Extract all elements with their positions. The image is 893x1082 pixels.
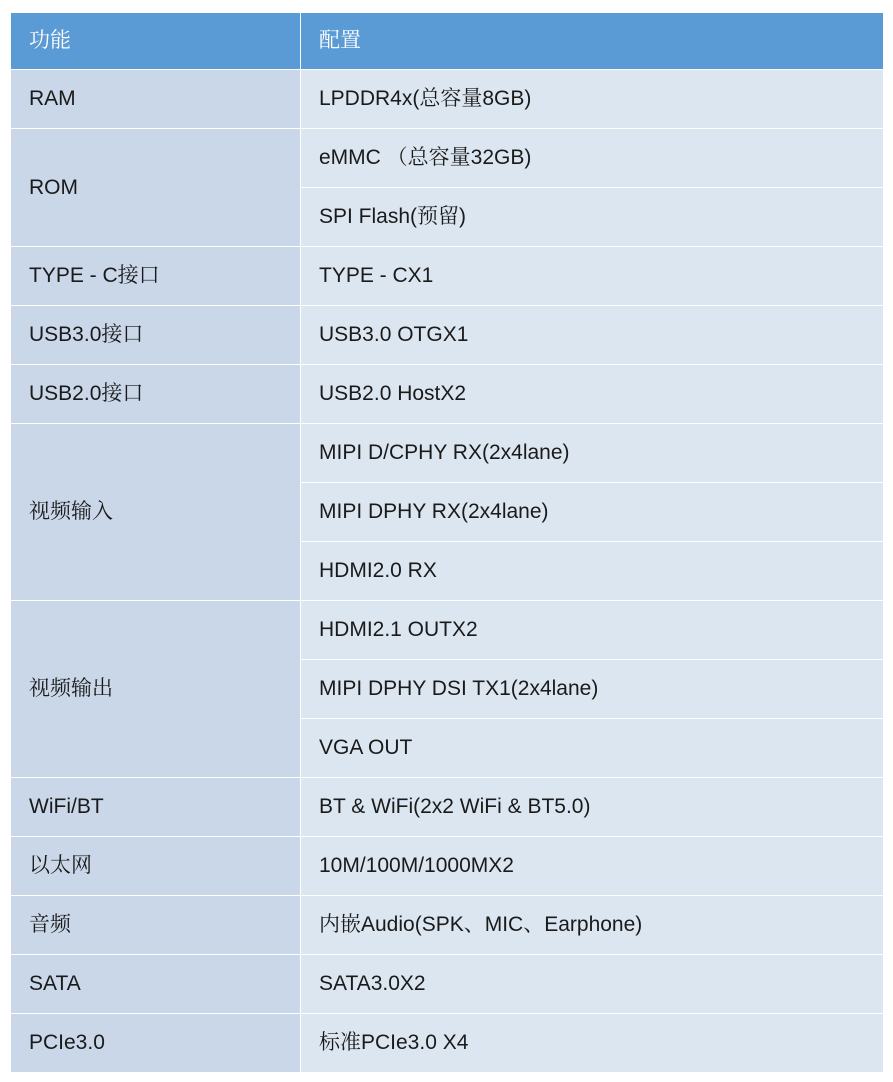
table-row	[11, 129, 884, 188]
table-row	[11, 601, 884, 660]
config-cell: MIPI D/CPHY RX(2x4lane)	[301, 424, 884, 483]
feature-cell: RAM	[11, 70, 301, 129]
feature-cell: 视频输入	[11, 424, 301, 601]
config-cell: USB3.0 OTGX1	[301, 306, 884, 365]
feature-cell: WiFi/BT	[11, 778, 301, 837]
config-cell: 内嵌Audio(SPK、MIC、Earphone)	[301, 896, 884, 955]
table-row	[11, 837, 884, 896]
config-cell: SATA3.0X2	[301, 955, 884, 1014]
feature-cell: PCIe3.0	[11, 1014, 301, 1073]
feature-cell: 音频	[11, 896, 301, 955]
feature-cell: USB3.0接口	[11, 306, 301, 365]
table-row	[11, 424, 884, 483]
table-row	[11, 365, 884, 424]
table-head	[11, 13, 884, 70]
feature-cell: ROM	[11, 129, 301, 247]
config-cell: LPDDR4x(总容量8GB)	[301, 70, 884, 129]
feature-cell: SATA	[11, 955, 301, 1014]
config-cell: BT & WiFi(2x2 WiFi & BT5.0)	[301, 778, 884, 837]
column-header-feature: 功能	[11, 13, 301, 70]
config-cell: MIPI DPHY DSI TX1(2x4lane)	[301, 660, 884, 719]
config-cell: VGA OUT	[301, 719, 884, 778]
table-row	[11, 896, 884, 955]
config-cell: SPI Flash(预留)	[301, 188, 884, 247]
specification-table	[10, 12, 884, 1073]
table-body	[11, 70, 884, 1073]
table-row	[11, 1014, 884, 1073]
config-cell: HDMI2.0 RX	[301, 542, 884, 601]
config-cell: HDMI2.1 OUTX2	[301, 601, 884, 660]
config-cell: USB2.0 HostX2	[301, 365, 884, 424]
table-row	[11, 247, 884, 306]
table-row	[11, 70, 884, 129]
config-cell: TYPE - CX1	[301, 247, 884, 306]
feature-cell: 以太网	[11, 837, 301, 896]
feature-cell: 视频输出	[11, 601, 301, 778]
feature-cell: USB2.0接口	[11, 365, 301, 424]
table-row	[11, 306, 884, 365]
table-row	[11, 778, 884, 837]
column-header-config: 配置	[301, 13, 884, 70]
table-header-row	[11, 13, 884, 70]
config-cell: 10M/100M/1000MX2	[301, 837, 884, 896]
config-cell: MIPI DPHY RX(2x4lane)	[301, 483, 884, 542]
feature-cell: TYPE - C接口	[11, 247, 301, 306]
table-row	[11, 955, 884, 1014]
config-cell: eMMC （总容量32GB)	[301, 129, 884, 188]
config-cell: 标准PCIe3.0 X4	[301, 1014, 884, 1073]
